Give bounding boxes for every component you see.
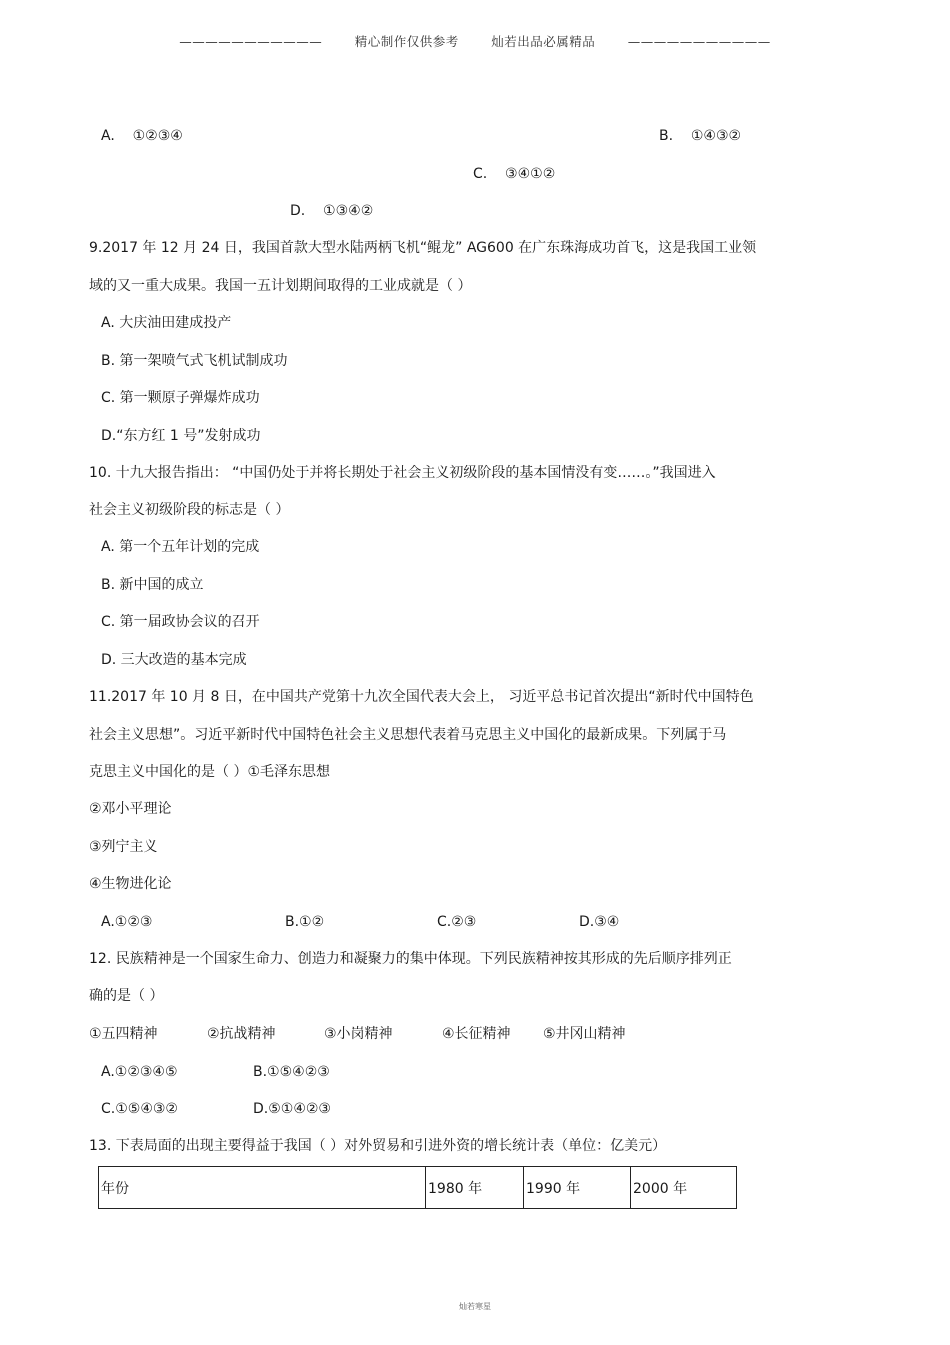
q11-item-4: ④生物进化论 (89, 876, 172, 892)
header-text-1: 精心制作仅供参考 (354, 34, 459, 49)
q9-option-a: A. 大庆油田建成投产 (101, 315, 232, 331)
q8-option-a: A. ①②③④ (101, 128, 183, 144)
q10-stem-line-2: 社会主义初级阶段的标志是（ ） (89, 502, 290, 518)
table-header-1990: 1990 年 (524, 1167, 631, 1209)
q11-option-b: B.①② (285, 914, 325, 930)
q12-spirit-4: ④长征精神 (442, 1026, 511, 1042)
q11-item-2: ②邓小平理论 (89, 801, 172, 817)
q12-stem-line-2: 确的是（ ） (89, 988, 164, 1004)
q11-option-c: C.②③ (437, 914, 477, 930)
table-header-row (99, 1167, 737, 1209)
q10-stem-line-1: 10. 十九大报告指出： “中国仍处于并将长期处于社会主义初级阶段的基本国情没有变……。”我国进入 (89, 465, 716, 481)
q8-option-d: D. ①③④② (290, 203, 374, 219)
q9-stem-line-2: 域的又一重大成果。我国一五计划期间取得的工业成就是（ ） (89, 278, 472, 294)
q12-option-b: B.①⑤④②③ (253, 1064, 330, 1080)
q13-stem: 13. 下表局面的出现主要得益于我国（ ）对外贸易和引进外资的增长统计表（单位：亿美元） (89, 1138, 667, 1154)
q12-spirit-2: ②抗战精神 (207, 1026, 276, 1042)
q10-option-a: A. 第一个五年计划的完成 (101, 539, 260, 555)
q11-stem-line-1: 11.2017 年 10 月 8 日，在中国共产党第十九次全国代表大会上， 习近平总书记首次提出“新时代中国特色 (89, 689, 754, 705)
q9-option-c: C. 第一颗原子弹爆炸成功 (101, 390, 260, 406)
q12-spirit-3: ③小岗精神 (324, 1026, 393, 1042)
q8-option-c: C. ③④①② (473, 166, 556, 182)
header-left-rule: ——————————— (179, 34, 323, 49)
q8-option-b: B. ①④③② (659, 128, 742, 144)
trade-stats-table (98, 1166, 737, 1209)
q11-option-a: A.①②③ (101, 914, 153, 930)
header-right-rule: ——————————— (627, 34, 771, 49)
q10-option-b: B. 新中国的成立 (101, 577, 204, 593)
q12-spirit-5: ⑤井冈山精神 (543, 1026, 626, 1042)
q12-option-d: D.⑤①④②③ (253, 1101, 331, 1117)
q10-option-c: C. 第一届政协会议的召开 (101, 614, 260, 630)
page-footer: 灿若寒星 (459, 1302, 491, 1311)
q10-option-d: D. 三大改造的基本完成 (101, 652, 247, 668)
q9-stem-line-1: 9.2017 年 12 月 24 日，我国首款大型水陆两柄飞机“鲲龙” AG600 在广东珠海成功首飞，这是我国工业领 (89, 240, 757, 256)
q12-option-c: C.①⑤④③② (101, 1101, 178, 1117)
page-header (0, 33, 950, 51)
q9-option-b: B. 第一架喷气式飞机试制成功 (101, 353, 288, 369)
q12-stem-line-1: 12. 民族精神是一个国家生命力、创造力和凝聚力的集中体现。下列民族精神按其形成的先后顺序排列正 (89, 951, 732, 967)
q12-spirit-1: ①五四精神 (89, 1026, 158, 1042)
q11-item-3: ③列宁主义 (89, 839, 158, 855)
q11-stem-line-3: 克思主义中国化的是（ ）①毛泽东思想 (89, 764, 330, 780)
q11-stem-line-2: 社会主义思想”。习近平新时代中国特色社会主义思想代表着马克思主义中国化的最新成果。下列属于马 (89, 727, 727, 743)
table-header-2000: 2000 年 (631, 1167, 737, 1209)
q11-option-d: D.③④ (579, 914, 620, 930)
table-header-year: 年份 (99, 1167, 426, 1209)
header-text-2: 灿若出品必属精品 (491, 34, 596, 49)
q12-option-a: A.①②③④⑤ (101, 1064, 178, 1080)
table-header-1980: 1980 年 (426, 1167, 524, 1209)
q9-option-d: D.“东方红 1 号”发射成功 (101, 428, 261, 444)
